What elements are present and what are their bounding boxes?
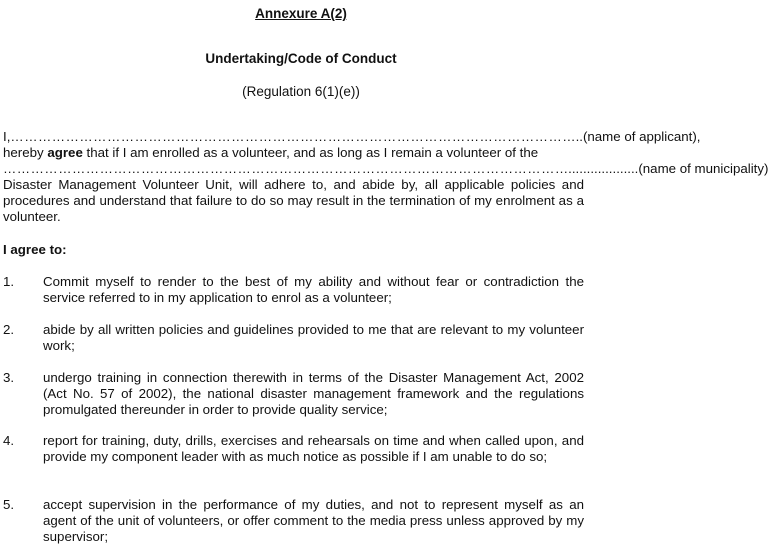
agree-line-end: that if I am enrolled as a volunteer, and as long as I remain a volunteer of the	[82, 145, 539, 160]
list-item-text: report for training, duty, drills, exercises and rehearsals on time and when called upon, and provide my component leader with as much notice as possible if I am unable to do so;	[43, 433, 584, 464]
list-item-number: 5.	[3, 497, 15, 512]
intro-rest: Disaster Management Volunteer Unit, will adhere to, and abide by, all applicable policies and procedures and understand that failure to do so may result in the termination of my enrolment as a volunteer.	[3, 177, 584, 224]
list-item-text: abide by all written policies and guidelines provided to me that are relevant to my volunteer work;	[43, 322, 584, 353]
list-item-number: 4.	[3, 433, 15, 448]
list-item-text: undergo training in connection therewith in terms of the Disaster Management Act, 2002 (Act No. 57 of 2002), the national disaster management framework and the regulations promulgated thereunder in order to provide quality service;	[43, 370, 584, 417]
intro-prefix: I,	[3, 129, 11, 144]
list-item-text: Commit myself to render to the best of my ability and without fear or contradiction the service referred to in my application to enrol as a volunteer;	[43, 274, 584, 305]
intro-paragraph	[3, 129, 768, 225]
list-item-number: 3.	[3, 370, 15, 385]
municipality-label: …...................(name of municipality)	[554, 161, 768, 176]
list-item-text: accept supervision in the performance of my duties, and not to represent myself as an agent of the unit of volunteers, or offer comment to the media press unless approved by my supervisor;	[43, 497, 584, 544]
agree-line	[3, 145, 584, 161]
regulation-reference: (Regulation 6(1)(e))	[242, 84, 360, 99]
municipality-line	[3, 161, 768, 177]
list-item-number: 2.	[3, 322, 15, 337]
applicant-name-blank: …………………………………………………………………………………………………………	[10, 129, 563, 144]
applicant-name-label: …..(name of applicant),	[562, 129, 701, 144]
list-item-number: 1.	[3, 274, 15, 289]
document-title: Undertaking/Code of Conduct	[205, 51, 397, 66]
municipality-blank: …………………………………………………………………………………………………………	[3, 161, 555, 176]
applicant-name-line	[3, 129, 701, 145]
agree-bold-word: agree	[47, 145, 83, 160]
agree-heading: I agree to:	[3, 242, 67, 257]
agree-line-start: hereby	[3, 145, 48, 160]
annexure-heading: Annexure A(2)	[255, 6, 347, 21]
